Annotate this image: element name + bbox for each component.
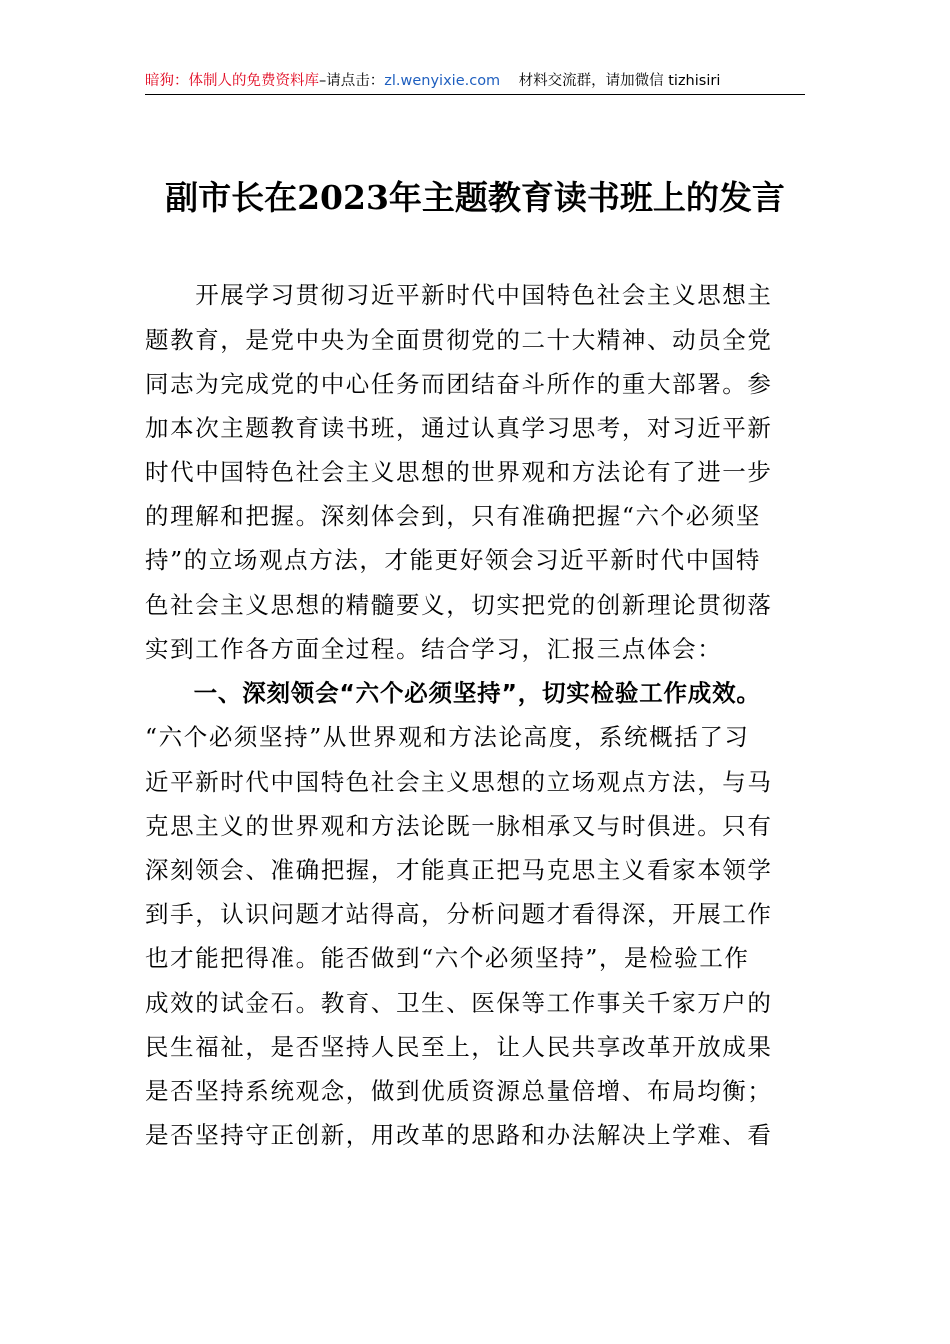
- body-line: “六个必须坚持”从世界观和方法论高度，系统概括了习: [145, 723, 750, 751]
- header-spacer: [500, 73, 518, 89]
- page-header: [145, 68, 805, 94]
- body-line: 克思主义的世界观和方法论既一脉相承又与时俱进。只有: [145, 812, 773, 840]
- body-line: 是否坚持系统观念，做到优质资源总量倍增、布局均衡；: [145, 1077, 773, 1105]
- body-line: 持”的立场观点方法，才能更好领会习近平新时代中国特: [145, 546, 762, 574]
- header-click-prompt: –请点击：: [319, 73, 385, 89]
- body-line: 实到工作各方面全过程。结合学习，汇报三点体会：: [145, 635, 723, 663]
- body-line: 同志为完成党的中心任务而团结奋斗所作的重大部署。参: [145, 370, 773, 398]
- body-line: 的理解和把握。深刻体会到，只有准确把握“六个必须坚: [145, 502, 762, 530]
- document-title: 副市长在2023年主题教育读书班上的发言: [165, 178, 785, 217]
- body-line: 民生福祉，是否坚持人民至上，让人民共享改革开放成果: [145, 1033, 773, 1061]
- body-line: 题教育，是党中央为全面贯彻党的二十大精神、动员全党: [145, 326, 773, 354]
- body-line: 也才能把得准。能否做到“六个必须坚持”，是检验工作: [145, 944, 750, 972]
- header-divider: [145, 94, 805, 95]
- body-line: 色社会主义思想的精髓要义，切实把党的创新理论贯彻落: [145, 591, 773, 619]
- header-url-link[interactable]: zl.wenyixie.com: [384, 73, 501, 89]
- body-line: 到手，认识问题才站得高，分析问题才看得深，开展工作: [145, 900, 773, 928]
- header-site-name[interactable]: 暗狗：体制人的免费资料库: [145, 73, 319, 89]
- body-line: 近平新时代中国特色社会主义思想的立场观点方法，与马: [145, 768, 773, 796]
- section-heading: 一、深刻领会“六个必须坚持”，切实检验工作成效。: [145, 679, 761, 707]
- body-line: 深刻领会、准确把握，才能真正把马克思主义看家本领学: [145, 856, 773, 884]
- body-line: 是否坚持守正创新，用改革的思路和办法解决上学难、看: [145, 1121, 773, 1149]
- header-contact: 材料交流群，请加微信 tizhisiri: [518, 73, 721, 89]
- body-line: 成效的试金石。教育、卫生、医保等工作事关千家万户的: [145, 989, 773, 1017]
- body-line: 加本次主题教育读书班，通过认真学习思考，对习近平新: [145, 414, 773, 442]
- body-line: 时代中国特色社会主义思想的世界观和方法论有了进一步: [145, 458, 773, 486]
- body-line: 开展学习贯彻习近平新时代中国特色社会主义思想主: [145, 281, 773, 309]
